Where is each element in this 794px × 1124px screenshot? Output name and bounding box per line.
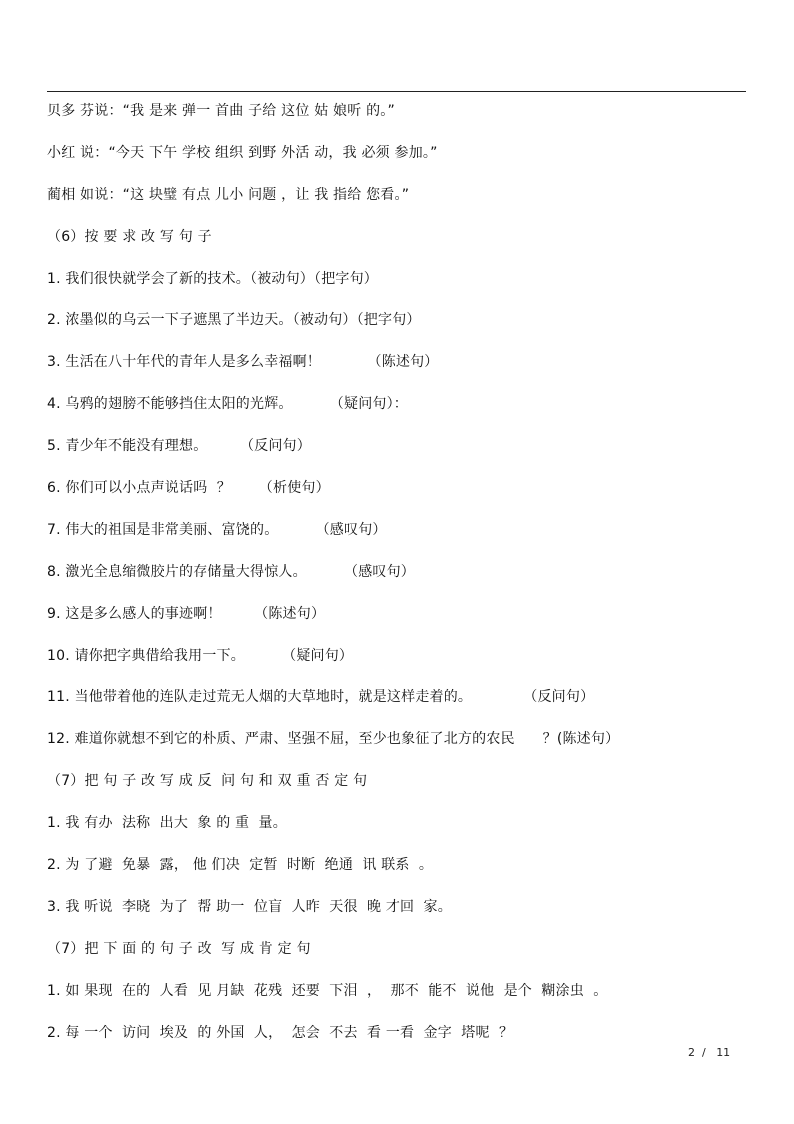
exercise-item: 2. 每 一个 访问 埃及 的 外国 人， 怎会 不去 看 一看 金字 塔呢 ？ bbox=[47, 1024, 514, 1041]
page-number: 2 / 11 bbox=[688, 1046, 731, 1059]
text-line: 蔺相 如说：“这 块璧 有点 儿小 问题 ，让 我 指给 您看。” bbox=[47, 186, 410, 203]
exercise-item: 1. 如 果现 在的 人看 见 月缺 花残 还要 下泪 ， 那不 能不 说他 是个 糊涂虫 。 bbox=[47, 982, 608, 999]
exercise-item: 3. 我 听说 李晓 为了 帮 助一 位盲 人昨 天很 晚 才回 家。 bbox=[47, 898, 452, 915]
exercise-item: 1. 我 有办 法称 出大 象 的 重 量。 bbox=[47, 815, 287, 832]
exercise-item: 1. 我们很快就学会了新的技术。（被动句）（把字句） bbox=[47, 270, 379, 287]
exercise-item: 8. 激光全息缩微胶片的存储量大得惊人。 （感叹句） bbox=[47, 563, 416, 580]
section-heading: （7）把 下 面 的 句 子 改 写 成 肯 定 句 bbox=[47, 940, 311, 957]
exercise-item: 4. 乌鸦的翅膀不能够挡住太阳的光辉。 （疑问句）： bbox=[47, 396, 409, 413]
exercise-item: 2. 浓墨似的乌云一下子遮黑了半边天。（被动句）（把字句） bbox=[47, 312, 421, 329]
section-heading: （7）把 句 子 改 写 成 反 问 句 和 双 重 否 定 句 bbox=[47, 773, 368, 790]
exercise-item: 12. 难道你就想不到它的朴质、严肃、坚强不屈，至少也象征了北方的农民 ？(陈述句） bbox=[47, 731, 620, 748]
exercise-item: 7. 伟大的祖国是非常美丽、富饶的。 （感叹句） bbox=[47, 521, 387, 538]
exercise-item: 2. 为 了避 免暴 露， 他 们决 定暂 时断 绝通 讯 联系 。 bbox=[47, 857, 434, 874]
text-line: 贝多 芬说：“我 是来 弹一 首曲 子给 这位 姑 娘听 的。” bbox=[47, 103, 395, 119]
header-rule bbox=[47, 91, 746, 92]
text-line: 小红 说：“今天 下午 学校 组织 到野 外活 动，我 必须 参加。” bbox=[47, 144, 438, 161]
exercise-item: 5. 青少年不能没有理想。 （反问句） bbox=[47, 438, 311, 455]
document-body bbox=[47, 97, 747, 1060]
exercise-item: 6. 你们可以小点声说话吗 ？ （析使句） bbox=[47, 480, 330, 497]
exercise-item: 11. 当他带着他的连队走过荒无人烟的大草地时，就是这样走着的。 （反问句） bbox=[47, 689, 595, 706]
exercise-item: 3. 生活在八十年代的青年人是多么幸福啊！ （陈述句） bbox=[47, 354, 439, 371]
exercise-item: 10. 请你把字典借给我用一下。 （疑问句） bbox=[47, 647, 354, 664]
exercise-item: 9. 这是多么感人的事迹啊！ （陈述句） bbox=[47, 605, 326, 622]
section-heading: （6）按 要 求 改 写 句 子 bbox=[47, 228, 212, 245]
